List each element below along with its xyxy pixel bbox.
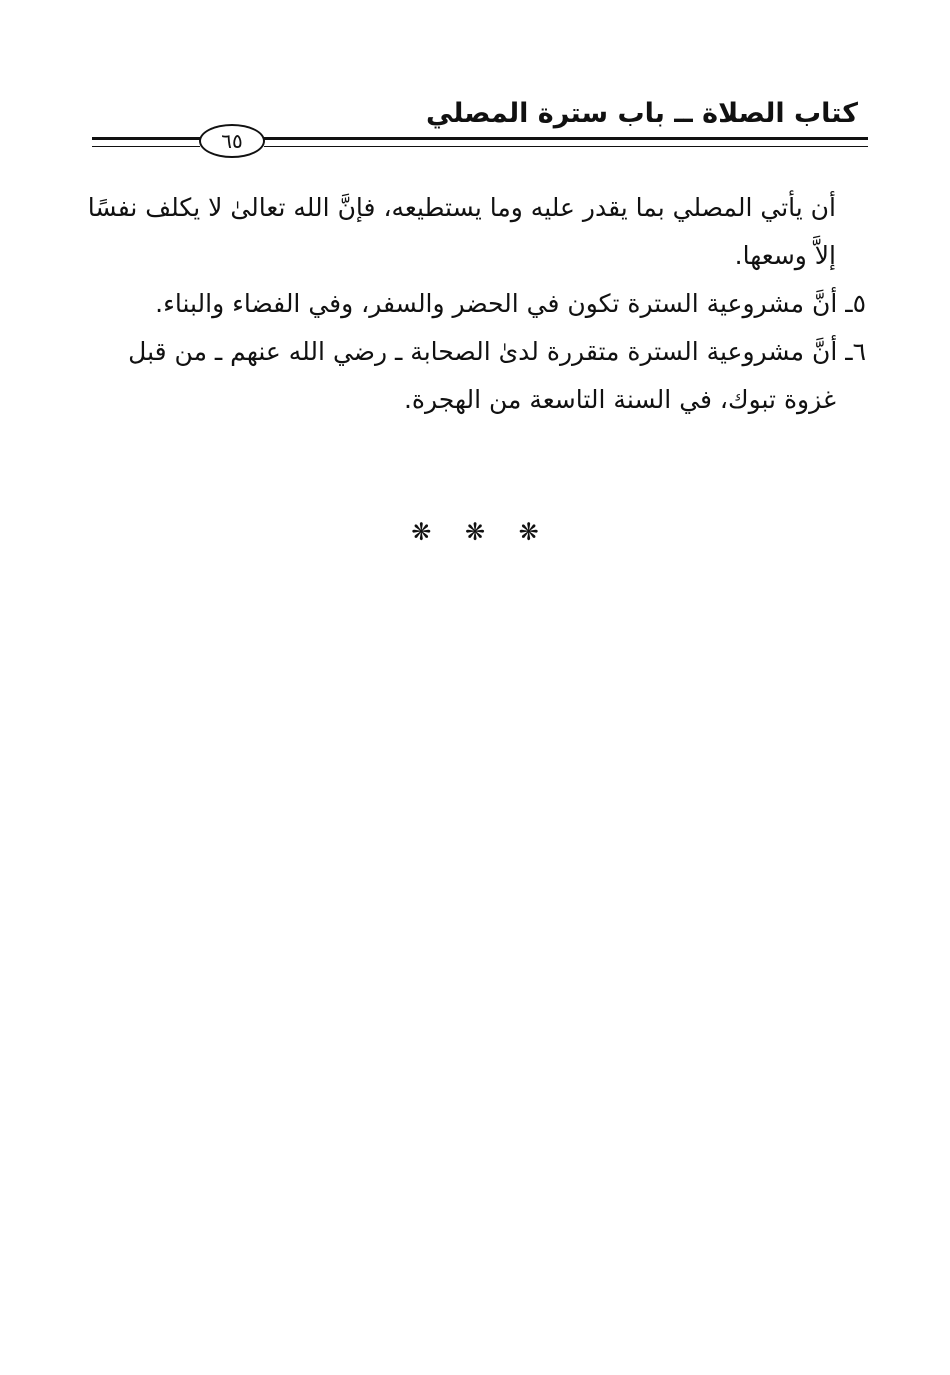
running-header-title: كتاب الصلاة ــ باب سترة المصلي — [425, 98, 858, 129]
page-number-badge: ٦٥ — [199, 124, 265, 158]
body-text — [86, 184, 866, 424]
header-rule-right — [264, 137, 868, 147]
section-separator-stars: ❋ ❋ ❋ — [411, 518, 539, 546]
list-item-5: ٥ـ أنَّ مشروعية السترة تكون في الحضر والسفر، وفي الفضاء والبناء. — [155, 289, 866, 318]
paragraph-continuation: أن يأتي المصلي بما يقدر عليه وما يستطيعه، فإنَّ الله تعالىٰ لا يكلف نفسًا إلاَّ وسعها. — [87, 193, 836, 270]
header-rule-left — [92, 137, 200, 147]
list-item-6: ٦ـ أنَّ مشروعية السترة متقررة لدىٰ الصحابة ـ رضي الله عنهم ـ من قبل غزوة تبوك، في السنة التاسعة من الهجرة. — [128, 337, 866, 414]
